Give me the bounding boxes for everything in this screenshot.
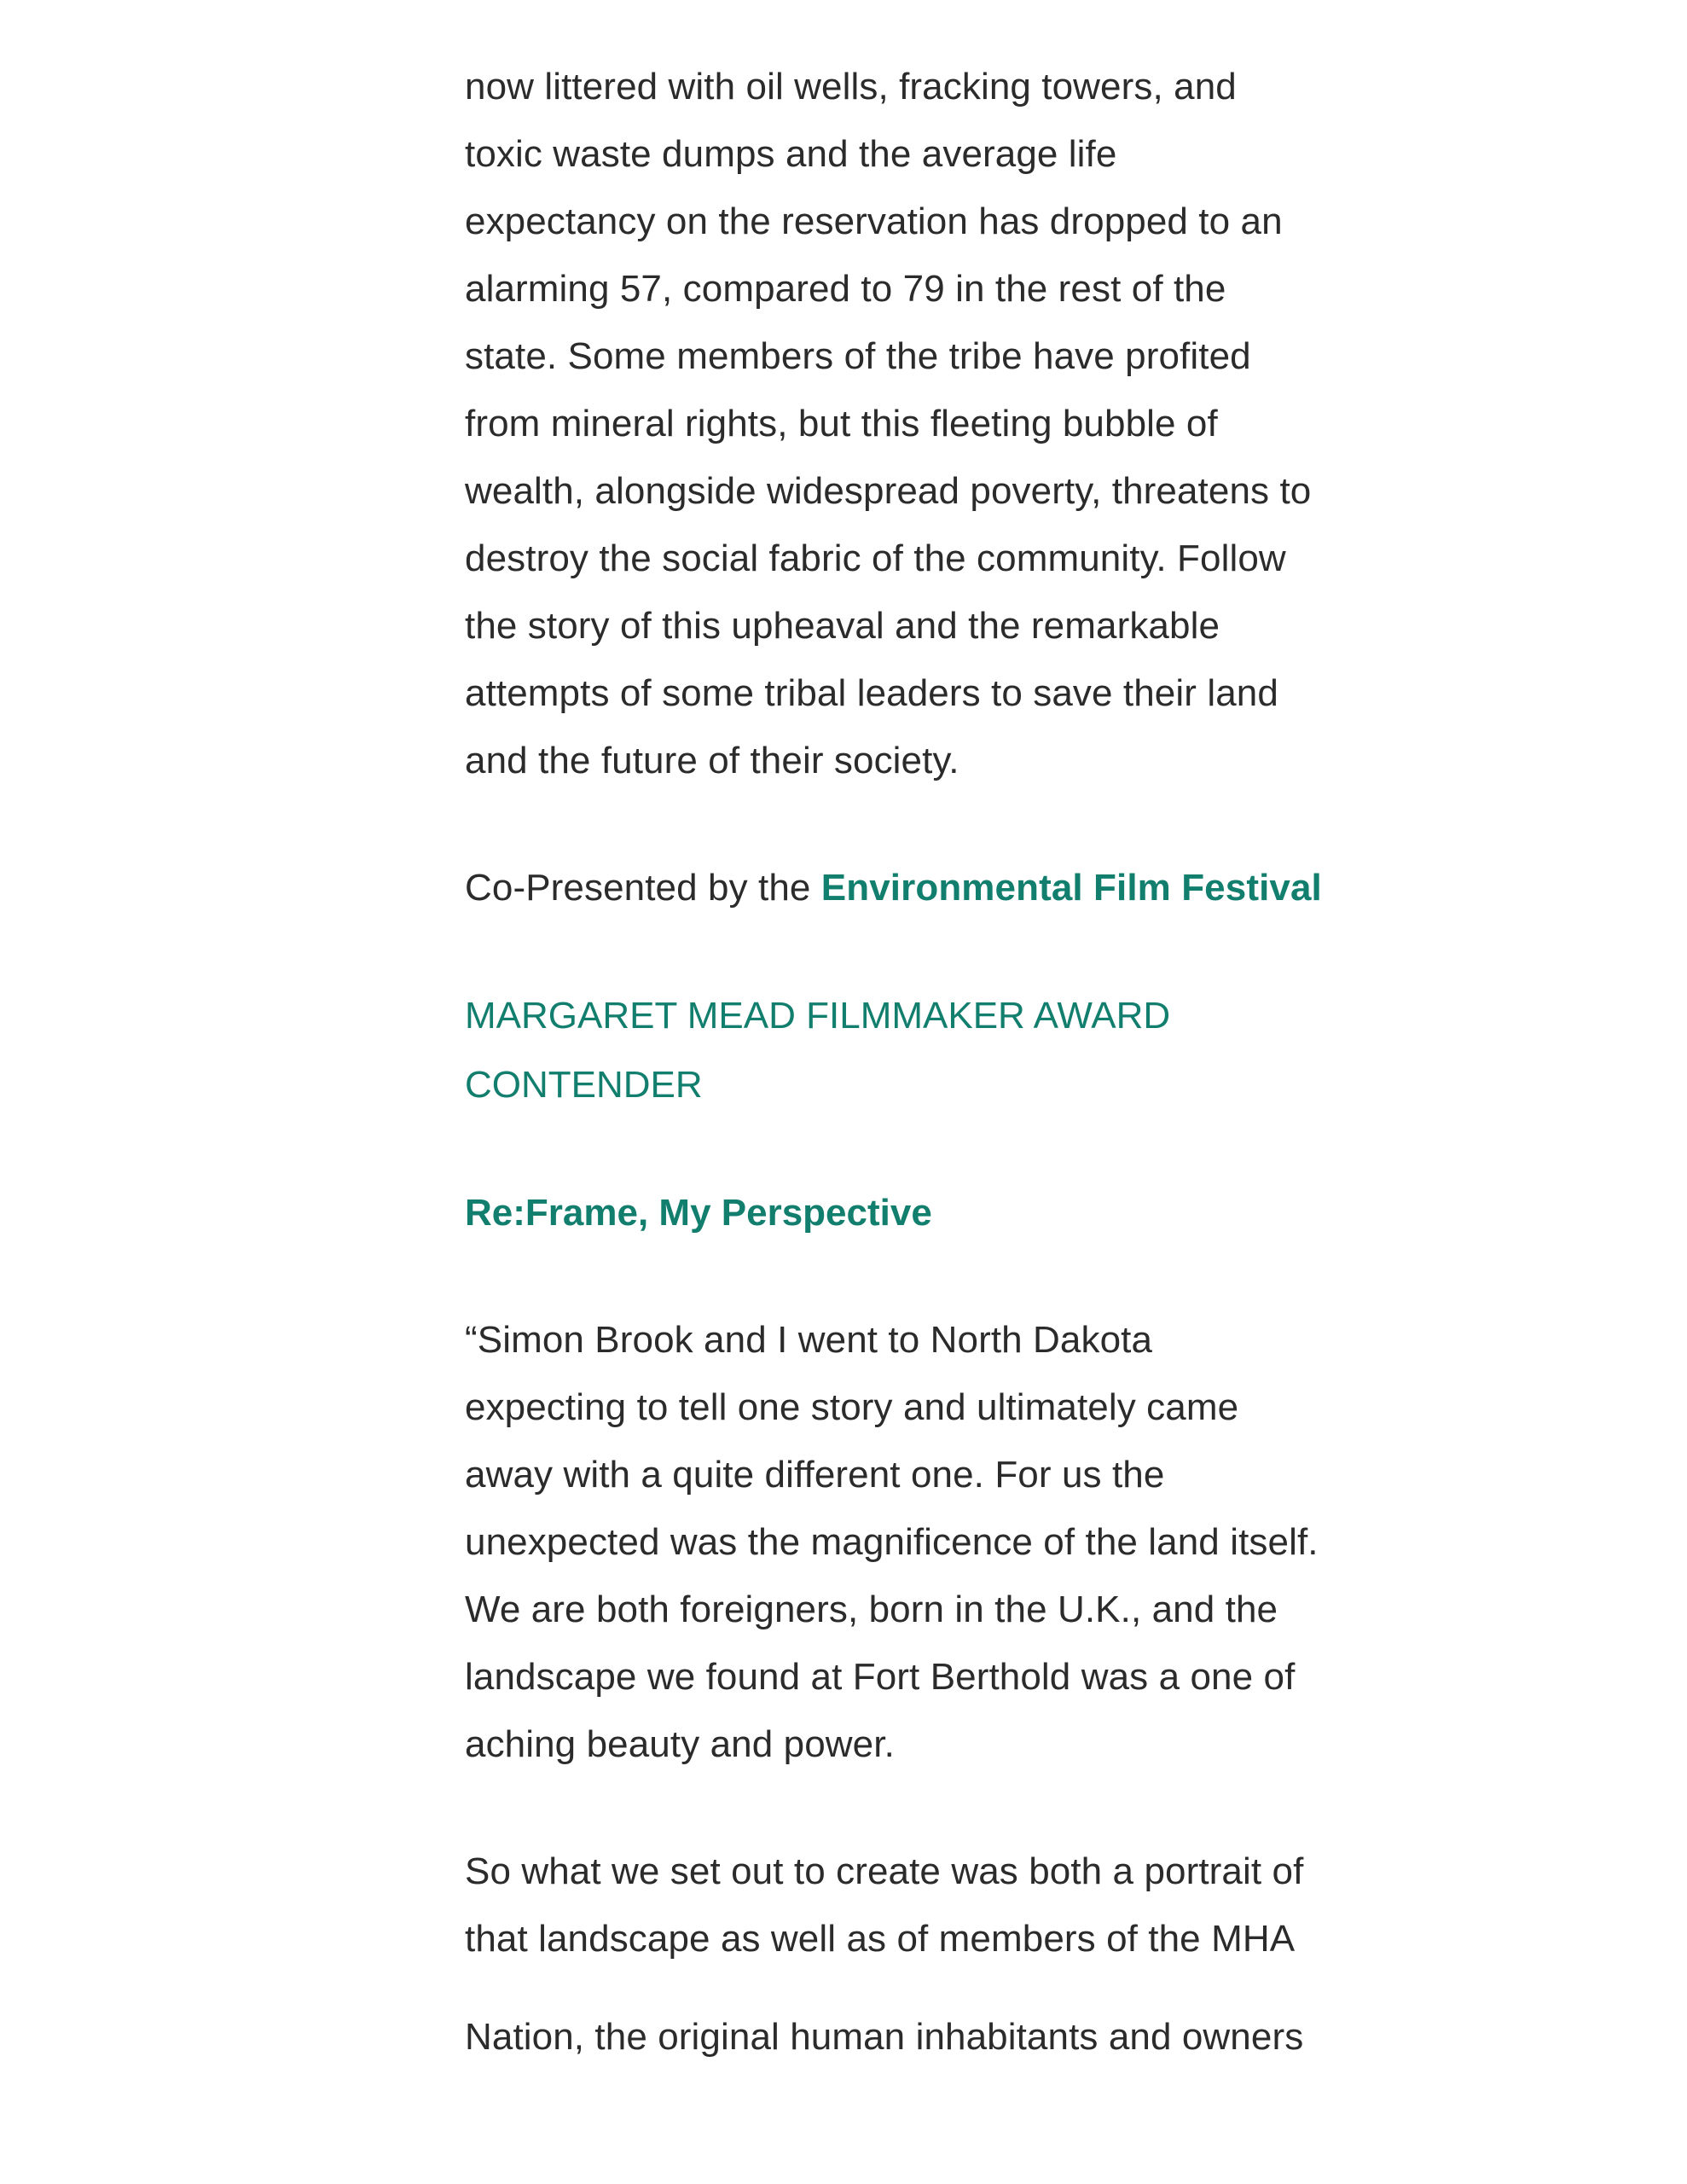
intro-line: wealth, alongside widespread poverty, threatens to [465, 470, 1312, 512]
award-heading-line-2[interactable]: CONTENDER [465, 1064, 703, 1106]
quote-line: We are both foreigners, born in the U.K., and the [465, 1589, 1278, 1630]
quote-line: expecting to tell one story and ultimately came [465, 1386, 1239, 1428]
intro-line: expectancy on the reservation has dropped to an [465, 200, 1283, 242]
quote-line: So what we set out to create was both a portrait of [465, 1850, 1304, 1892]
quote-line: unexpected was the magnificence of the land itself. [465, 1521, 1319, 1563]
award-heading[interactable] [465, 981, 1369, 1119]
copresented-prefix: Co-Presented by the [465, 867, 821, 909]
quote-line: “Simon Brook and I went to North Dakota [465, 1319, 1153, 1361]
intro-line: attempts of some tribal leaders to save their land [465, 672, 1278, 714]
intro-line: toxic waste dumps and the average life [465, 133, 1117, 175]
award-heading-line-1[interactable]: MARGARET MEAD FILMMAKER AWARD [465, 995, 1171, 1037]
intro-line: destroy the social fabric of the community. Follow [465, 537, 1286, 579]
quote-paragraph-1 [465, 1306, 1369, 1778]
intro-line: state. Some members of the tribe have profited [465, 335, 1251, 377]
quote-line: Nation, the original human inhabitants and owners [465, 2016, 1304, 2058]
quote-paragraph-3 [465, 2003, 1369, 2071]
quote-line: aching beauty and power. [465, 1723, 895, 1765]
article-body [465, 0, 1369, 2071]
quote-line: landscape we found at Fort Berthold was a one of [465, 1656, 1296, 1698]
copresented-line [465, 854, 1369, 921]
environmental-film-festival-link[interactable]: Environmental Film Festival [820, 867, 1322, 909]
quote-line: that landscape as well as of members of the MHA [465, 1918, 1296, 1960]
quote-paragraph-2 [465, 1838, 1369, 1972]
reframe-my-perspective-link[interactable]: Re:Frame, My Perspective [465, 1192, 932, 1234]
intro-line: alarming 57, compared to 79 in the rest of the [465, 268, 1226, 310]
intro-line: from mineral rights, but this fleeting bubble of [465, 403, 1218, 444]
intro-line: and the future of their society. [465, 740, 959, 781]
quote-line: away with a quite different one. For us the [465, 1454, 1165, 1496]
intro-paragraph [465, 0, 1369, 794]
intro-line: now littered with oil wells, fracking towers, and [465, 66, 1237, 107]
intro-line: the story of this upheaval and the remarkable [465, 605, 1220, 647]
